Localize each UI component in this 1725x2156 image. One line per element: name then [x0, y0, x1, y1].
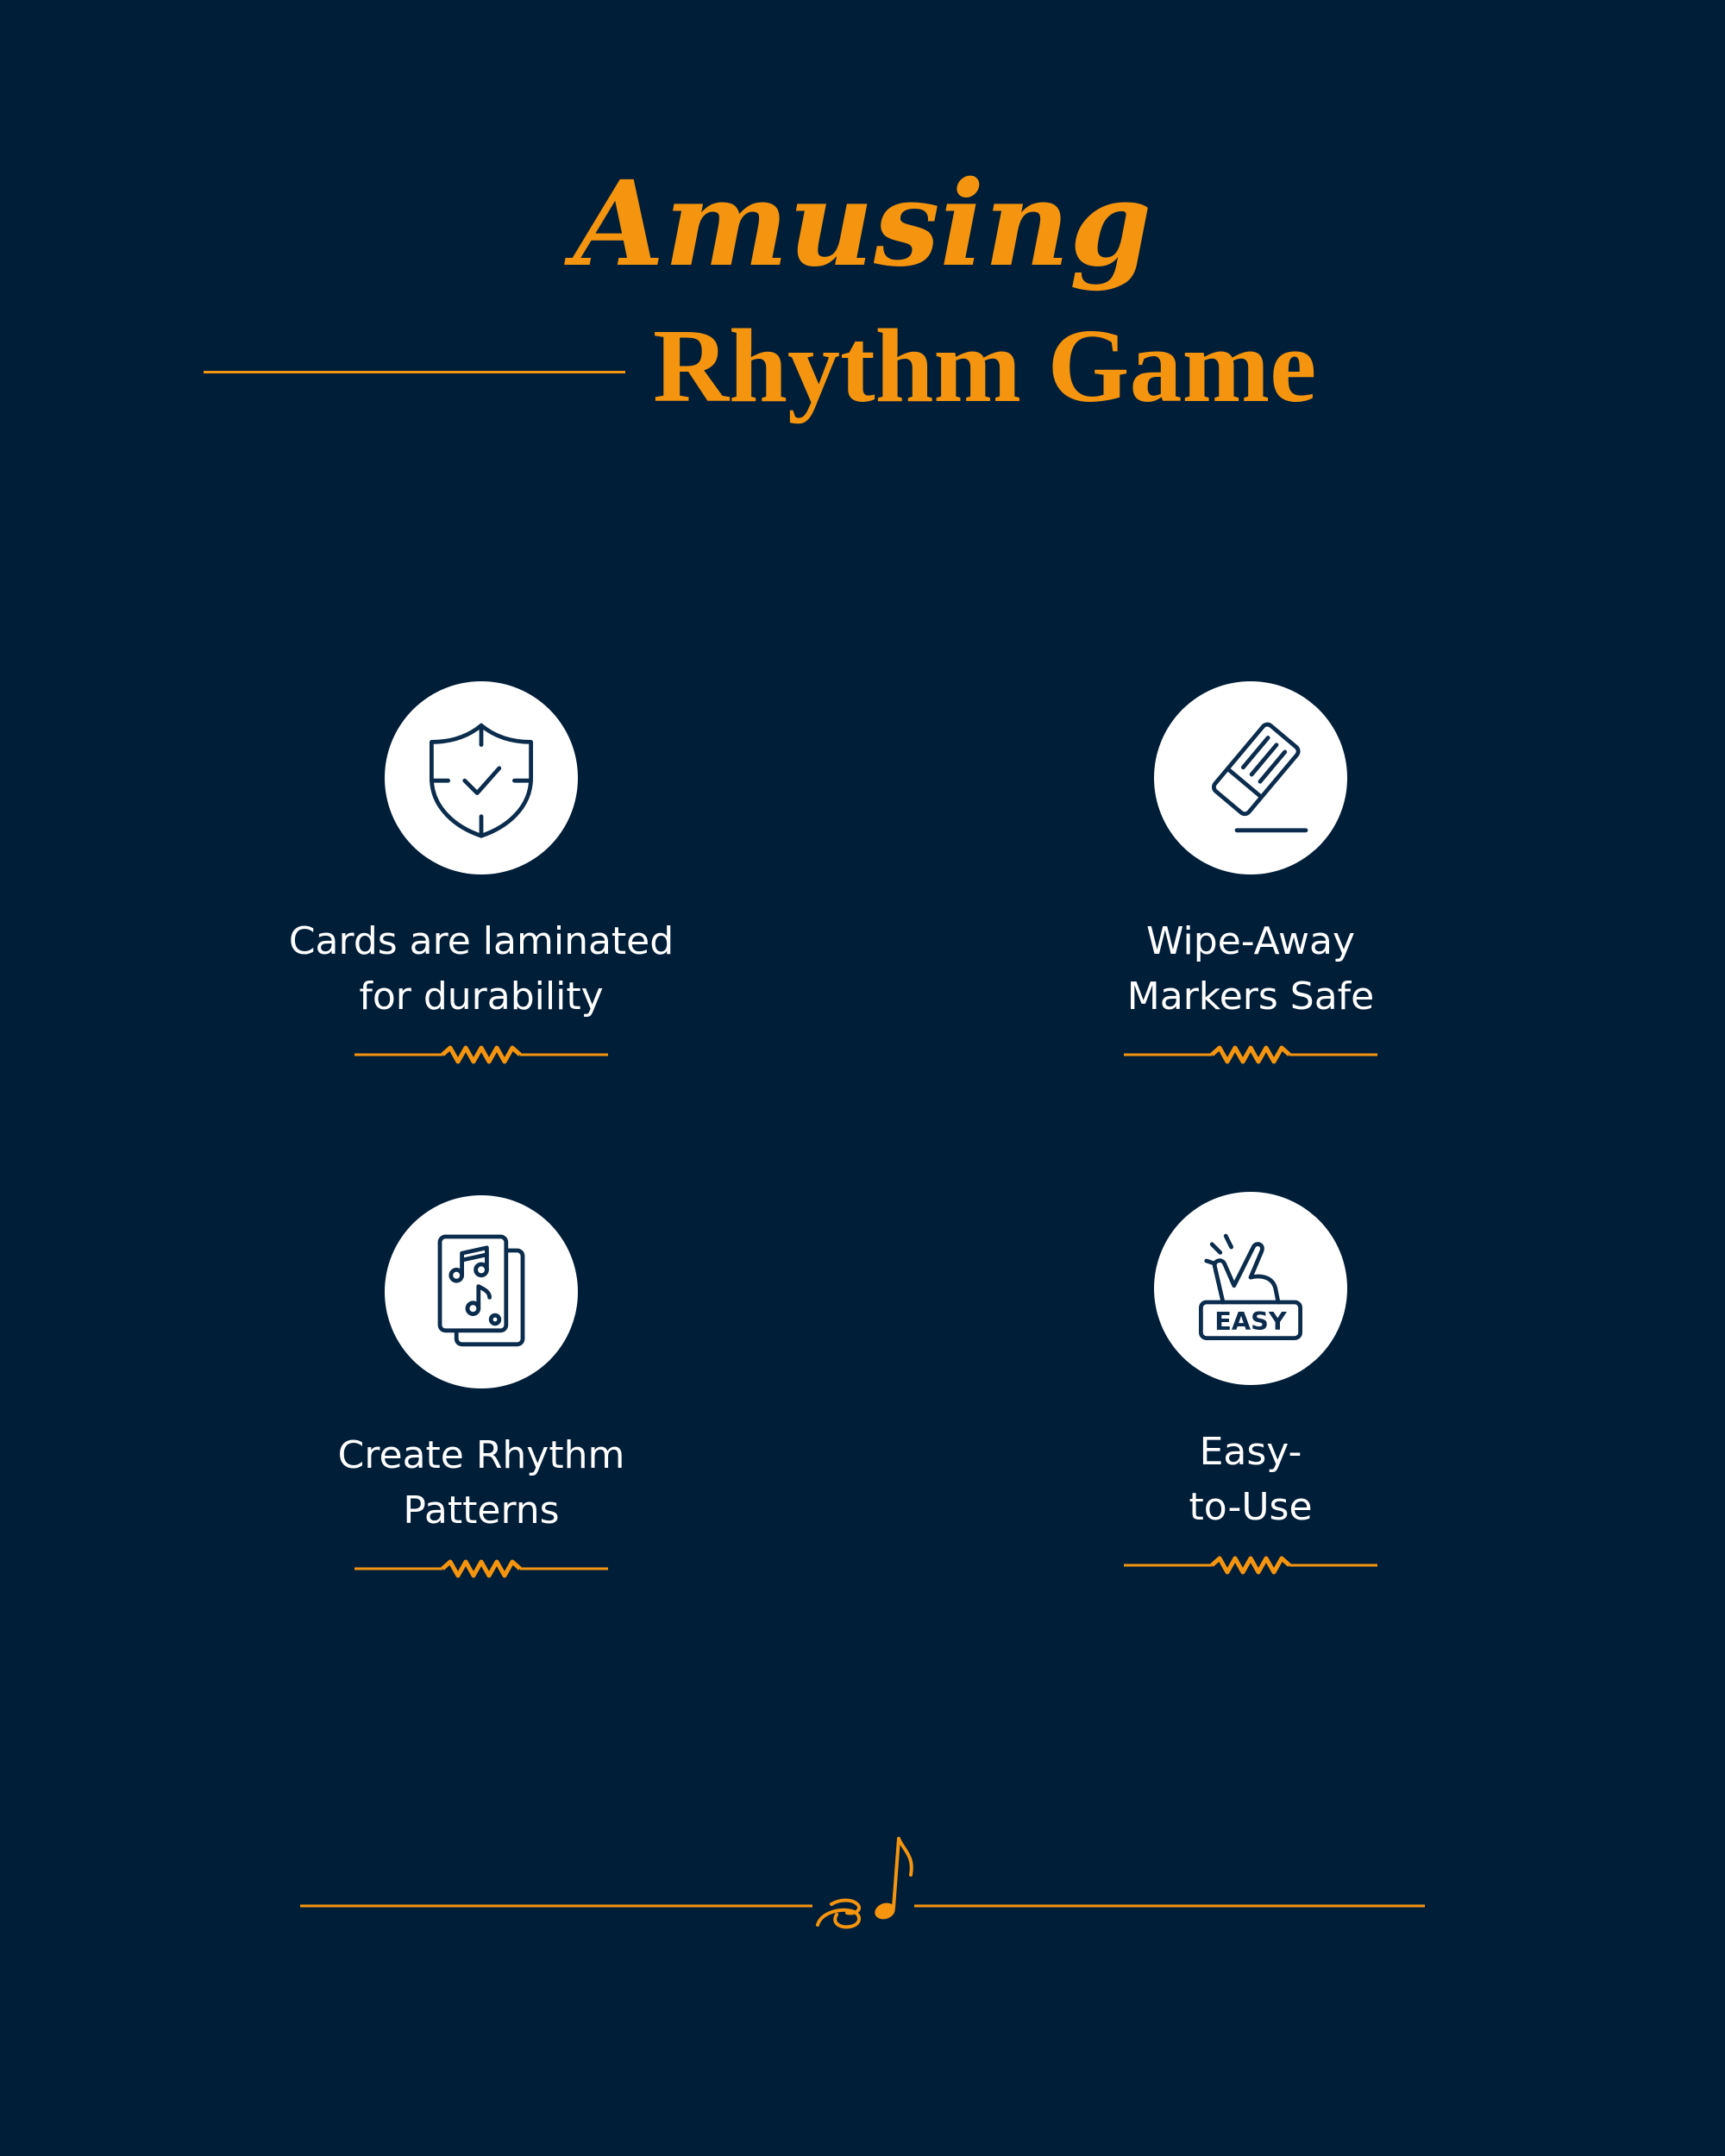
- feature-label-line2: to-Use: [1189, 1485, 1313, 1529]
- feature-label-line1: Wipe-Away: [1146, 919, 1355, 963]
- page-subtitle: Rhythm Game: [653, 308, 1317, 424]
- zigzag-divider: [1124, 1555, 1377, 1576]
- music-note-icon: [818, 1839, 912, 1927]
- music-cards-icon: [385, 1195, 578, 1388]
- eraser-icon: [1154, 681, 1347, 874]
- shield-check-icon: [385, 681, 578, 874]
- feature-label-line1: Easy-: [1199, 1430, 1302, 1474]
- zigzag-divider: [354, 1558, 608, 1579]
- feature-label-line1: Create Rhythm: [337, 1433, 625, 1477]
- zigzag-divider: [1124, 1044, 1377, 1065]
- easy-tap-icon: [1154, 1192, 1347, 1385]
- feature-label-line2: Patterns: [403, 1489, 560, 1532]
- title-rule: [204, 371, 625, 373]
- page-title: Amusing: [573, 155, 1152, 293]
- zigzag-divider: [354, 1044, 608, 1065]
- easy-icon-text: EASY: [1214, 1307, 1287, 1336]
- feature-label-line2: Markers Safe: [1126, 975, 1375, 1018]
- feature-label-line2: for durability: [359, 975, 604, 1018]
- feature-label-line1: Cards are laminated: [288, 919, 674, 963]
- music-note-ornament: [300, 1830, 1425, 1934]
